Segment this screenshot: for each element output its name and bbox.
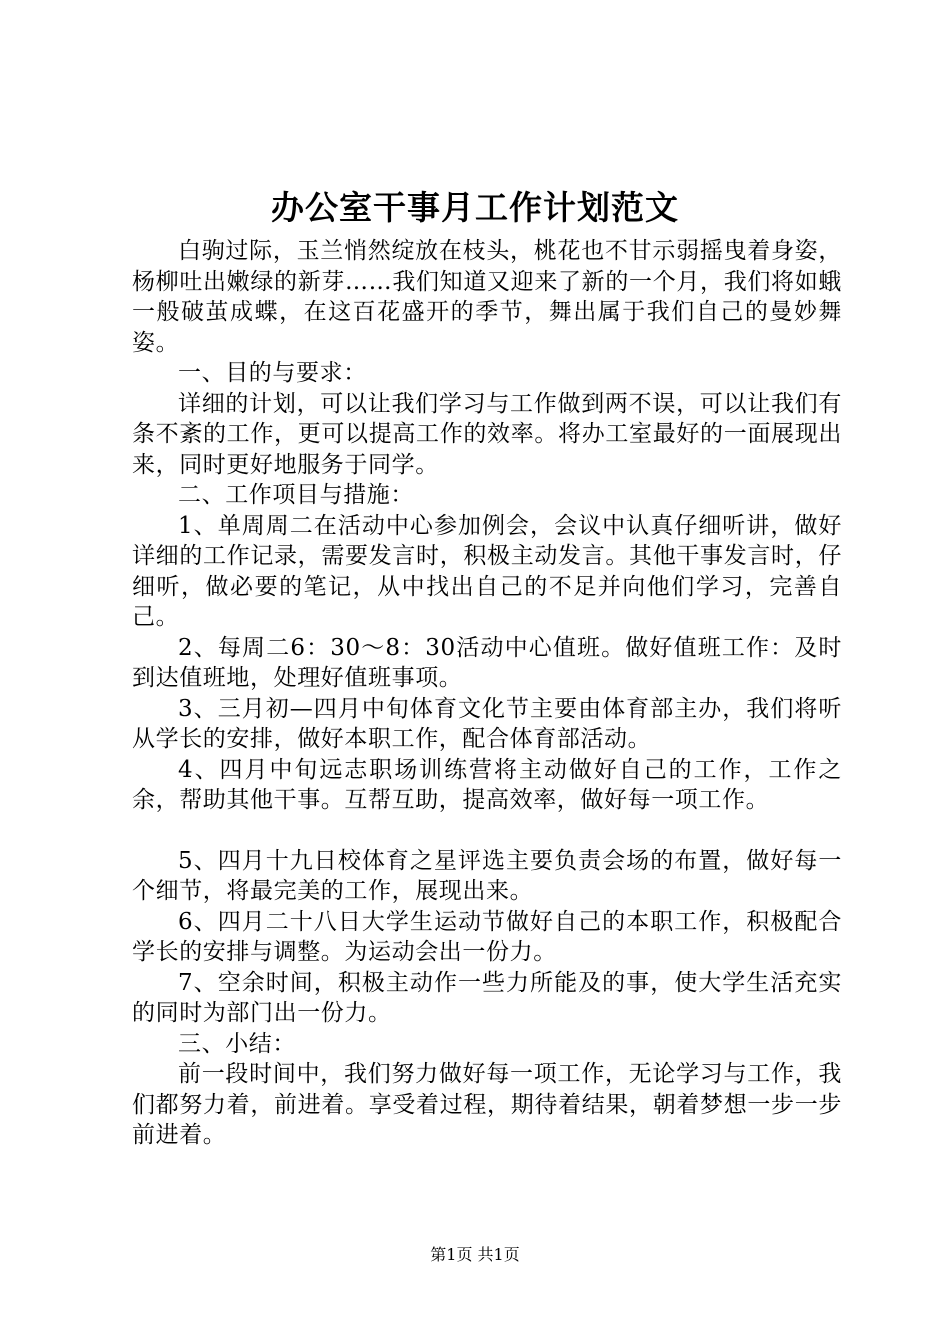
measure-item-3: 3、三月初—四月中旬体育文化节主要由体育部主办，我们将听从学长的安排，做好本职工作，配合体育部活动。 <box>132 695 842 752</box>
measure-item-1: 1、单周周二在活动中心参加例会，会议中认真仔细听讲，做好详细的工作记录，需要发言时，积极主动发言。其他干事发言时，仔细听，做必要的笔记，从中找出自己的不足并向他们学习，完善自己。 <box>132 512 842 630</box>
section-heading-measures: 二、工作项目与措施： <box>178 482 414 508</box>
section-heading-summary: 三、小结： <box>178 1030 296 1057</box>
measure-item-7: 7、空余时间，积极主动作一些力所能及的事，使大学生活充实的同时为部门出一份力。 <box>132 969 842 1026</box>
intro-paragraph: 白驹过际，玉兰悄然绽放在枝头，桃花也不甘示弱摇曳着身姿，杨柳吐出嫩绿的新芽……我们知道又迎来了新的一个月，我们将如蛾一般破茧成蝶，在这百花盛开的季节，舞出属于我们自己的曼妙舞姿。 <box>132 238 842 356</box>
document-title: 办公室干事月工作计划范文 <box>271 188 679 227</box>
section-heading-goals: 一、目的与要求： <box>178 360 367 386</box>
document-body <box>132 236 842 1151</box>
measure-item-6: 6、四月二十八日大学生运动节做好自己的本职工作，积极配合学长的安排与调整。为运动会出一份力。 <box>132 908 842 965</box>
measure-item-5: 5、四月十九日校体育之星评选主要负责会场的布置，做好每一个细节，将最完美的工作，展现出来。 <box>132 847 842 904</box>
page-number-footer: 第1页 共1页 <box>430 1245 520 1264</box>
measure-item-4: 4、四月中旬远志职场训练营将主动做好自己的工作，工作之余，帮助其他干事。互帮互助，提高效率，做好每一项工作。 <box>132 756 842 813</box>
measure-item-2: 2、每周二6：30～8：30活动中心值班。做好值班工作：及时到达值班地，处理好值班事项。 <box>132 634 842 691</box>
summary-paragraph: 前一段时间中，我们努力做好每一项工作，无论学习与工作，我们都努力着，前进着。享受着过程，期待着结果，朝着梦想一步一步前进着。 <box>132 1061 842 1148</box>
goals-paragraph: 详细的计划，可以让我们学习与工作做到两不误，可以让我们有条不紊的工作，更可以提高工作的效率。将办工室最好的一面展现出来，同时更好地服务于同学。 <box>132 390 842 478</box>
